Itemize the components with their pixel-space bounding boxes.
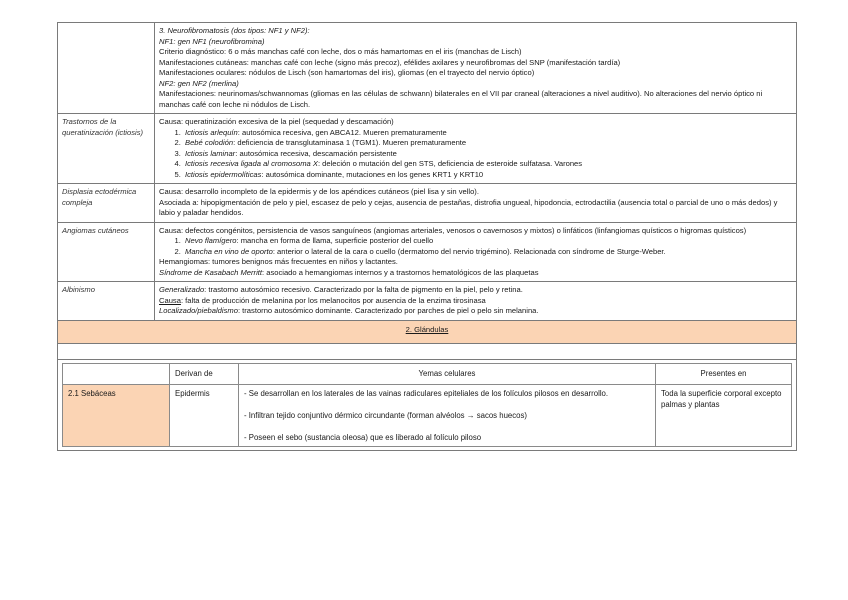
gland-name: 2.1 Sebáceas (63, 384, 170, 446)
list-item: 5. Ictiosis epidermolíticas: autosómica dominante, mutaciones en los genes KRT1 y KRT10 (183, 170, 792, 181)
header-presentes: Presentes en (656, 363, 792, 384)
list-item: 2. Mancha en vino de oporto: anterior o lateral de la cara o cuello (dermatomo del nervio trigémino). Relacionada con síndrome de Sturge-Weber. (183, 247, 792, 258)
list-item: 1. Nevo flamígero: mancha en forma de llama, superficie posterior del cuello (183, 236, 792, 247)
row-angiomas (58, 222, 797, 282)
nf2-heading: NF2: gen NF2 (merlina) (159, 78, 239, 88)
list-item: 2. Bebé colodión: deficiencia de transglutaminasa 1 (TGM1). Mueren prematuramente (183, 138, 792, 149)
nf1-heading: NF1: gen NF1 (neurofibromina) (159, 36, 265, 46)
nf1-cutaneas: Manifestaciones cutáneas: manchas café con leche (signo más precoz), efélides axilares y neurofibromas del SNP (manifestación tardía) (159, 57, 621, 67)
glandulas-row (58, 359, 797, 450)
nf1-criterio: Criterio diagnóstico: 6 o más manchas café con leche, dos o más hamartomas en el iris (manchas de Lisch) (159, 47, 522, 56)
angiomas-content (155, 222, 797, 282)
section-header-glandulas (58, 320, 797, 343)
disorders-table (57, 22, 797, 451)
gland-yemas (239, 384, 656, 446)
queratinizacion-causa: Causa: queratinización excesiva de la piel (sequedad y descamación) (159, 117, 394, 126)
gland-presentes: Toda la superficie corporal excepto palmas y plantas (656, 384, 792, 446)
spacer-row (58, 343, 797, 359)
list-item: 4. Ictiosis recesiva ligada al cromosoma X: deleción o mutación del gen STS, deficiencia de esteroide sulfatasa. Varones (183, 159, 792, 170)
list-item: 3. Ictiosis laminar: autosómica recesiva, descamación persistente (183, 149, 792, 160)
neurofibromatosis-content (155, 23, 797, 114)
albinismo-localizado: Localizado/piebaldismo: trastorno autosómico dominante. Caracterizado por parches de piel o pelo sin melanina. (159, 306, 539, 315)
category-displasia: Displasia ectodérmica compleja (58, 184, 155, 223)
header-derivan: Derivan de (170, 363, 239, 384)
glandulas-table (62, 363, 792, 447)
albinismo-content (155, 282, 797, 321)
table-header-row (63, 363, 792, 384)
row-albinismo (58, 282, 797, 321)
table-row (63, 384, 792, 446)
albinismo-causa: Causa: falta de producción de melanina por los melanocitos por ausencia de la enzima tirosinasa (159, 295, 486, 305)
kasabach-text: Síndrome de Kasabach Merritt: asociado a hemangiomas internos y a trastornos hematológicos de las plaquetas (159, 267, 539, 277)
row-displasia (58, 184, 797, 223)
row-queratinizacion (58, 114, 797, 184)
albinismo-generalizado: Generalizado: trastorno autosómico recesivo. Caracterizado por la falta de pigmento en la piel, pelo y retina. (159, 285, 523, 294)
ictiosis-list (159, 128, 792, 181)
displasia-content (155, 184, 797, 223)
yemas-item: - Poseen el sebo (sustancia oleosa) que es liberado al folículo piloso (244, 432, 482, 442)
hemangiomas-text: Hemangiomas: tumores benignos más frecuentes en niños y lactantes. (159, 257, 398, 266)
category-albinismo: Albinismo (58, 282, 155, 321)
row-neurofibromatosis (58, 23, 797, 114)
displasia-causa: Causa: desarrollo incompleto de la epidermis y de los apéndices cutáneos (piel lisa y sin vello). (159, 187, 479, 196)
displasia-asociada: Asociada a: hipopigmentación de pelo y piel, escasez de pelo y cejas, ausencia de pestañas, distrofia ungueal, hipodoncia, ectrodactilia (ausencia total o parcial de uno o más dedos) y labio y paladar hendidos. (159, 197, 778, 217)
header-empty (63, 363, 170, 384)
yemas-item: - Infiltran tejido conjuntivo dérmico circundante (forman alvéolos → sacos huecos) (244, 410, 527, 420)
header-yemas: Yemas celulares (239, 363, 656, 384)
neuro-title: 3. Neurofibromatosis (dos tipos: NF1 y NF2): (159, 26, 310, 35)
gland-derivan: Epidermis (170, 384, 239, 446)
angiomas-causa: Causa: defectos congénitos, persistencia de vasos sanguíneos (angiomas arteriales, venosos o cavernosos y mixtos) o linfáticos (linfangiomas quísticos o higromas quísticos) (159, 225, 747, 235)
angiomas-list (159, 236, 792, 257)
list-item: 1. Ictiosis arlequín: autosómica recesiva, gen ABCA12. Mueren prematuramente (183, 128, 792, 139)
category-queratinizacion: Trastornos de la queratinización (ictiosis) (58, 114, 155, 184)
category-angiomas: Angiomas cutáneos (58, 222, 155, 282)
nf2-manifestaciones: Manifestaciones: neurinomas/schwannomas (gliomas en las células de schwann) bilaterales en el VII par craneal (alteraciones a nivel auditivo). No alteraciones del nervio óptico ni manchas café con leche ni nódulos de Lisch. (159, 89, 763, 109)
section-title: 2. Glándulas (405, 324, 449, 334)
category-cell-empty (58, 23, 155, 114)
nf1-oculares: Manifestaciones oculares: nódulos de Lisch (son hamartomas del iris), gliomas (en el trayecto del nervio óptico) (159, 68, 535, 77)
queratinizacion-content (155, 114, 797, 184)
document-page (57, 22, 797, 451)
yemas-item: - Se desarrollan en los laterales de las vainas radiculares epiteliales de los folículos pilosos en desarrollo. (244, 388, 609, 398)
